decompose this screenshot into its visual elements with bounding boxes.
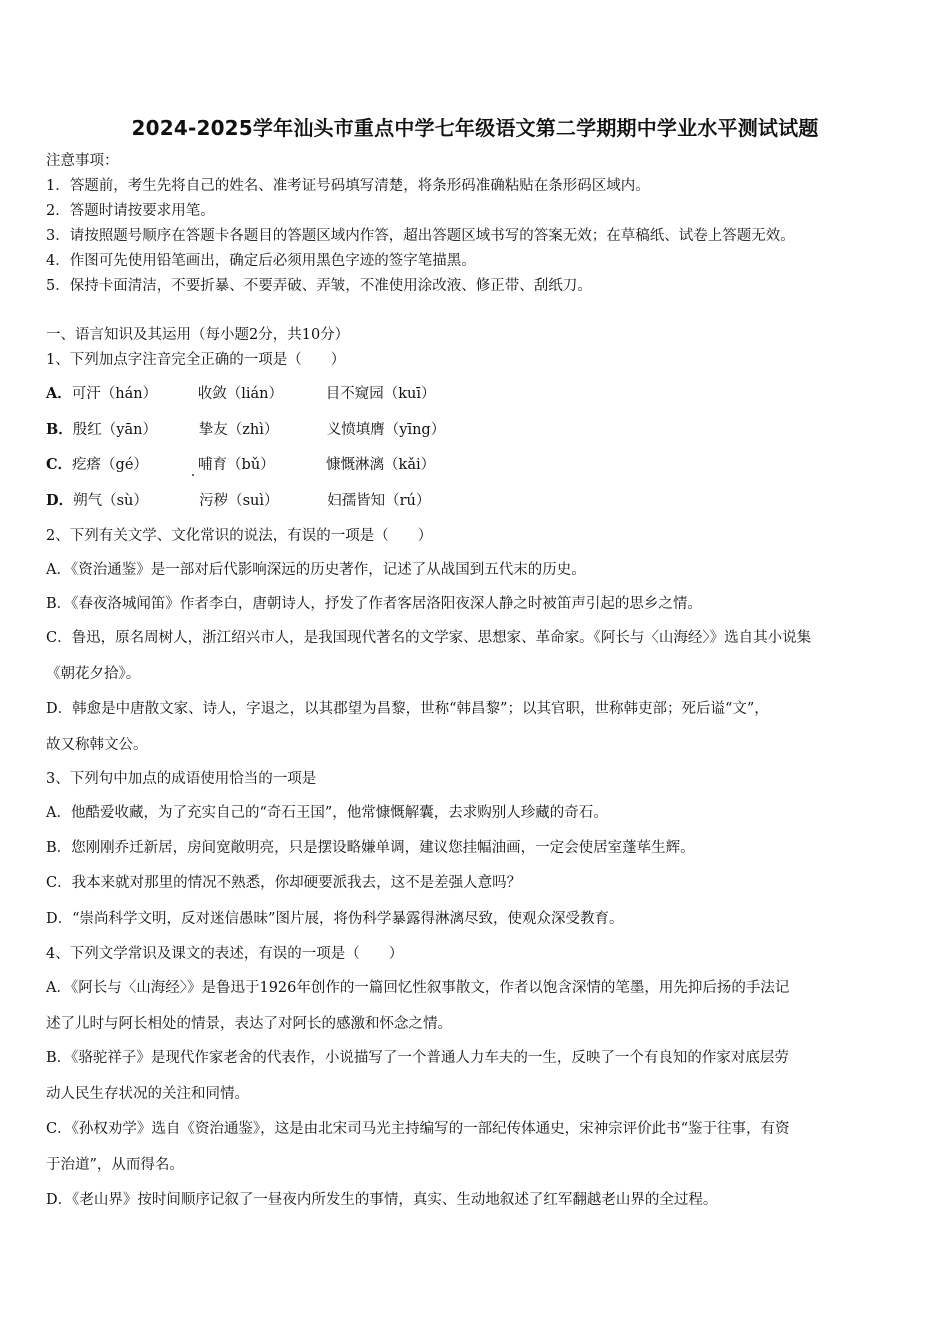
notice-item: 2．答题时请按要求用笔。	[46, 203, 215, 219]
question-1-stem: 1、下列加点字注音完全正确的一项是（ ）	[46, 352, 346, 368]
question-1-option-b	[46, 420, 445, 440]
question-4-option-b-cont: 动人民生存状况的关注和同情。	[46, 1086, 249, 1102]
emphasis-dot	[192, 474, 194, 476]
option-part: 可汗（hán）	[71, 386, 158, 402]
question-3-option-c: C．我本来就对那里的情况不熟悉，你却硬要派我去，这不是差强人意吗？	[46, 875, 522, 891]
question-4-option-c: C．《孙权劝学》选自《资治通鉴》，这是由北宋司马光主持编写的一部纪传体通史，宋神宗评价此书“鉴于往事，有资	[46, 1121, 790, 1137]
question-3-option-b: B．您刚刚乔迁新居，房间宽敞明亮，只是摆设略嫌单调，建议您挂幅油画，一定会使居室蓬荜生辉。	[46, 840, 695, 856]
option-part: 目不窥园（kuī）	[325, 386, 436, 402]
question-1-option-a	[46, 384, 436, 404]
option-letter: B．	[46, 421, 73, 438]
question-2-option-c-cont: 《朝花夕拾》。	[46, 666, 141, 682]
notice-item: 4．作图可先使用铅笔画出，确定后必须用黑色字迹的签字笔描黑。	[46, 253, 476, 269]
question-2-option-d-cont: 故又称韩文公。	[46, 737, 148, 753]
question-2-option-a: A．《资治通鉴》是一部对后代影响深远的历史著作，记述了从战国到五代末的历史。	[46, 562, 586, 578]
question-4-option-b: B．《骆驼祥子》是现代作家老舍的代表作，小说描写了一个普通人力车夫的一生，反映了一个有良知的作家对底层劳	[46, 1050, 789, 1066]
question-4-option-a: A．《阿长与〈山海经〉》是鲁迅于1926年创作的一篇回忆性叙事散文，作者以饱含深情的笔墨，用先抑后扬的手法记	[46, 980, 790, 996]
notice-item: 5．保持卡面清洁，不要折暴、不要弄破、弄皱，不准使用涂改液、修正带、刮纸刀。	[46, 278, 592, 294]
question-2-stem: 2、下列有关文学、文化常识的说法，有误的一项是（ ）	[46, 528, 433, 544]
option-letter: D．	[46, 492, 74, 509]
option-part: 收敛（lián）	[197, 386, 284, 402]
question-1-option-d	[46, 491, 430, 511]
option-part: 朔气（sù）	[73, 493, 148, 509]
question-3-option-d: D．“崇尚科学文明，反对迷信愚昧”图片展，将伪科学暴露得淋漓尽致，使观众深受教育。	[46, 911, 624, 927]
option-part: 妇孺皆知（rú）	[327, 493, 431, 509]
option-letter: A．	[46, 385, 72, 402]
section-heading: 一、语言知识及其运用（每小题2分，共10分）	[46, 327, 350, 343]
notice-heading: 注意事项：	[46, 153, 119, 169]
question-2-option-d: D．韩愈是中唐散文家、诗人，字退之，以其郡望为昌黎，世称“韩昌黎”；以其官职，世称韩吏部；死后谥“文”，	[46, 701, 769, 717]
option-part: 义愤填膺（yīng）	[326, 422, 446, 438]
page-title: 2024-2025学年汕头市重点中学七年级语文第二学期期中学业水平测试试题	[131, 116, 819, 140]
question-3-option-a: A．他酷爱收藏，为了充实自己的“奇石王国”，他常慷慨解囊，去求购别人珍藏的奇石。	[46, 805, 608, 821]
notice-item: 3．请按照题号顺序在答题卡各题目的答题区域内作答，超出答题区域书写的答案无效；在草稿纸、试卷上答题无效。	[46, 228, 795, 244]
question-4-option-c-cont: 于治道”，从而得名。	[46, 1157, 184, 1173]
option-letter: C．	[46, 456, 73, 473]
question-2-option-c: C．鲁迅，原名周树人，浙江绍兴市人，是我国现代著名的文学家、思想家、革命家。《阿长与〈山海经〉》选自其小说集	[46, 630, 812, 646]
option-part: 哺育（bǔ）	[198, 457, 275, 473]
question-2-option-b: B．《春夜洛城闻笛》作者李白，唐朝诗人，抒发了作者客居洛阳夜深人静之时被笛声引起的思乡之情。	[46, 596, 702, 612]
question-4-stem: 4、下列文学常识及课文的表述，有误的一项是（ ）	[46, 946, 404, 962]
question-4-option-d: D．《老山界》按时间顺序记叙了一昼夜内所发生的事情，真实、生动地叙述了红军翻越老山界的全过程。	[46, 1192, 718, 1208]
option-part: 疙瘩（gé）	[72, 457, 148, 473]
question-3-stem: 3、下列句中加点的成语使用恰当的一项是	[46, 771, 317, 787]
notice-item: 1．答题前，考生先将自己的姓名、准考证号码填写清楚，将条形码准确粘贴在条形码区域内。	[46, 178, 650, 194]
question-4-option-a-cont: 述了儿时与阿长相处的情景，表达了对阿长的感激和怀念之情。	[46, 1016, 452, 1032]
option-part: 殷红（yān）	[72, 422, 157, 438]
option-part: 慷慨淋漓（kǎi）	[326, 457, 436, 473]
option-part: 挚友（zhì）	[198, 422, 279, 438]
option-part: 污秽（suì）	[199, 493, 279, 509]
question-1-option-c	[46, 455, 435, 475]
